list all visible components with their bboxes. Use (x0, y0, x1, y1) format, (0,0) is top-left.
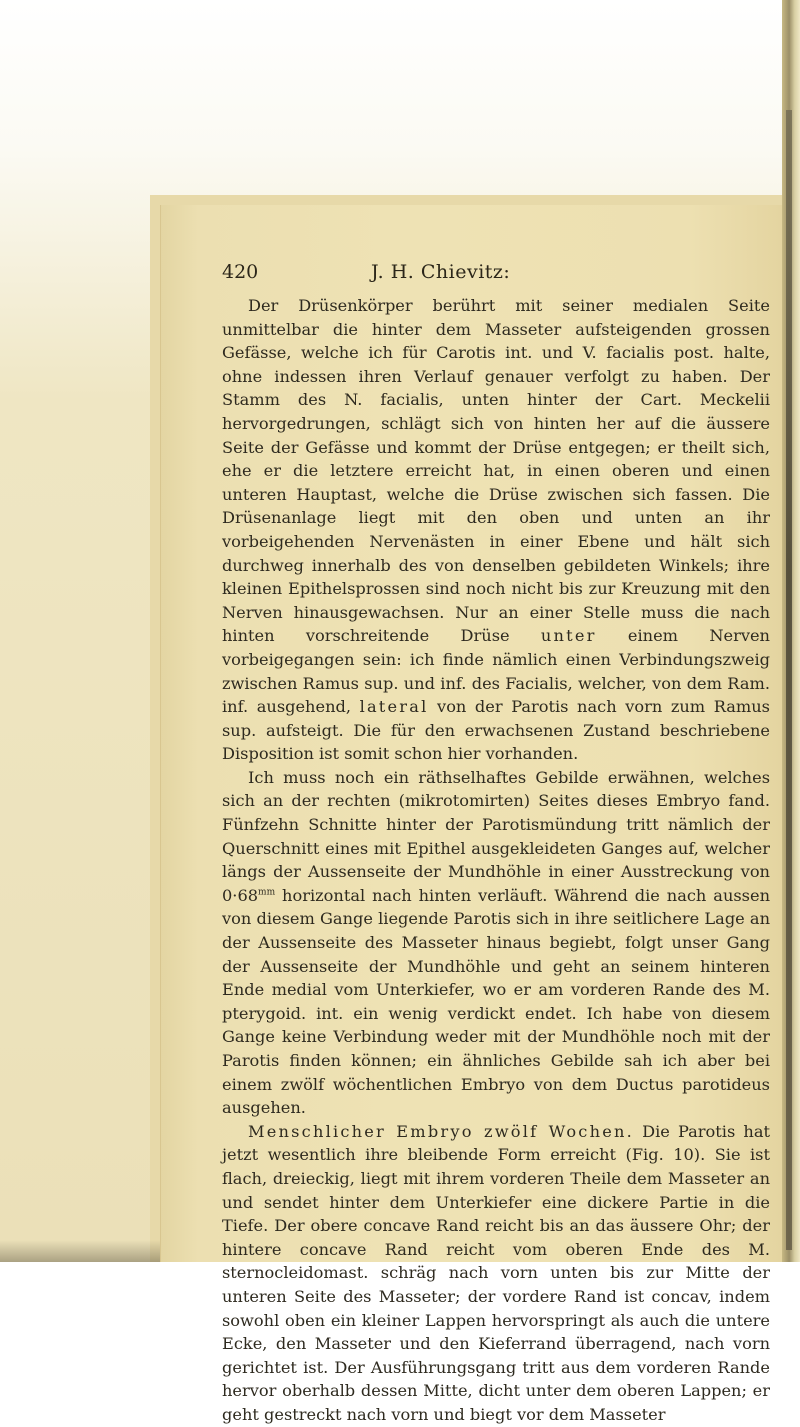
paragraph-1-text-a: Der Drüsenkörper berührt mit seiner medialen Seite unmittelbar die hinter dem Masseter aufsteigenden grossen Gefässe, welche ich für Carotis int. und V. facialis post. halte, ohne indessen ihren Verlauf genauer verfolgt zu haben. Der Stamm des N. facialis, unten hinter der Cart. Meckelii hervorgedrungen, schlägt sich von hinten her auf die äussere Seite der Gefässe und kommt der Drüse entgegen; er theilt sich, ehe er die letztere erreicht hat, in einen oberen und einen unteren Hauptast, welche die Drüse zwischen sich fassen. Die Drüsenanlage liegt mit den oben und unten an ihr vorbeigehenden Nervenästen in einer Ebene und hält sich durchweg innerhalb des von denselben gebildeten Winkels; ihre kleinen Epithelsprossen sind noch nicht bis zur Kreuzung mit den Nerven hinausgewachsen. Nur an einer Stelle muss die nach hinten vorschreitende Drüse (222, 296, 770, 646)
paragraph-2-text-b: horizontal nach hinten verläuft. Während die nach aussen von diesem Gange liegende Parotis sich in ihre seitlichere Lage an der Aussenseite des Masseter hinaus begiebt, folgt unser Gang der Aussenseite der Mundhöhle und geht an seinem hinteren Ende medial vom Unterkiefer, wo er am vorderen Rande des M. pterygoid. int. ein wenig verdickt endet. Ich habe von diesem Gange keine Verbindung weder mit der Mundhöhle noch mit der Parotis finden können; ein ähnliches Gebilde sah ich aber bei einem zwölf wöchentlichen Embryo von dem Ductus parotideus ausgehen. (222, 885, 770, 1118)
corner-shadow (0, 1240, 160, 1262)
paragraph-3-heading: Menschlicher Embryo zwölf Wochen. (248, 1121, 634, 1141)
paragraph-1-spaced-lateral: lateral (359, 697, 429, 717)
paragraph-2 (222, 766, 770, 1120)
spine-shadow (786, 110, 792, 1250)
book-spine-edge (782, 0, 800, 1262)
paragraph-1-spaced-unter: unter (540, 626, 597, 646)
paragraph-2-text-a: Ich muss noch ein räthselhaftes Gebilde erwähnen, welches sich an der rechten (mikrotomirten) Seites dieses Embryo fand. Fünfzehn Schnitte hinter der Parotismündung tritt nämlich der Querschnitt eines mit Epithel ausgekleideten Ganges auf, welcher längs der Aussenseite der Mundhöhle in einer Ausstreckung von 0·68 (222, 767, 770, 905)
page-header (222, 261, 782, 287)
running-head: J. H. Chievitz: (371, 261, 511, 283)
paragraph-1-text-c: von der Parotis nach vorn zum Ramus sup. aufsteigt. Die für den erwachsenen Zustand beschriebene Disposition ist somit schon hier vorhanden. (222, 697, 770, 764)
paragraph-3-text: Die Parotis hat jetzt wesentlich ihre bleibende Form erreicht (Fig. 10). Sie ist flach, dreieckig, liegt mit ihrem vorderen Theile dem Masseter an und sendet hinter dem Unterkiefer eine dickere Partie in die Tiefe. Der obere concave Rand reicht bis an das äussere Ohr; der hintere concave Rand reicht vom oberen Ende des M. sternocleidomast. schräg nach vorn unten bis zur Mitte der unteren Seite des Masseter; der vordere Rand ist concav, indem sowohl oben ein kleiner Lappen hervorspringt als auch die untere Ecke, den Masseter und den Kieferrand überragend, nach vorn gerichtet ist. Der Ausführungsgang tritt aus dem vorderen Rande hervor oberhalb dessen Mitte, dicht unter dem oberen Lappen; er geht gestreckt nach vorn und biegt vor dem Masseter (222, 1121, 770, 1424)
paragraph-2-unit-mm: mm (258, 887, 276, 898)
paragraph-1-text-b: einem Nerven vorbeigegangen sein: ich finde nämlich einen Verbindungszweig zwischen Ramus sup. und inf. des Facialis, welcher, von dem Ram. inf. ausgehend, (222, 626, 770, 717)
paragraph-1 (222, 294, 770, 766)
body-text (222, 294, 770, 1427)
paragraph-3 (222, 1120, 770, 1427)
page-number: 420 (222, 261, 259, 283)
